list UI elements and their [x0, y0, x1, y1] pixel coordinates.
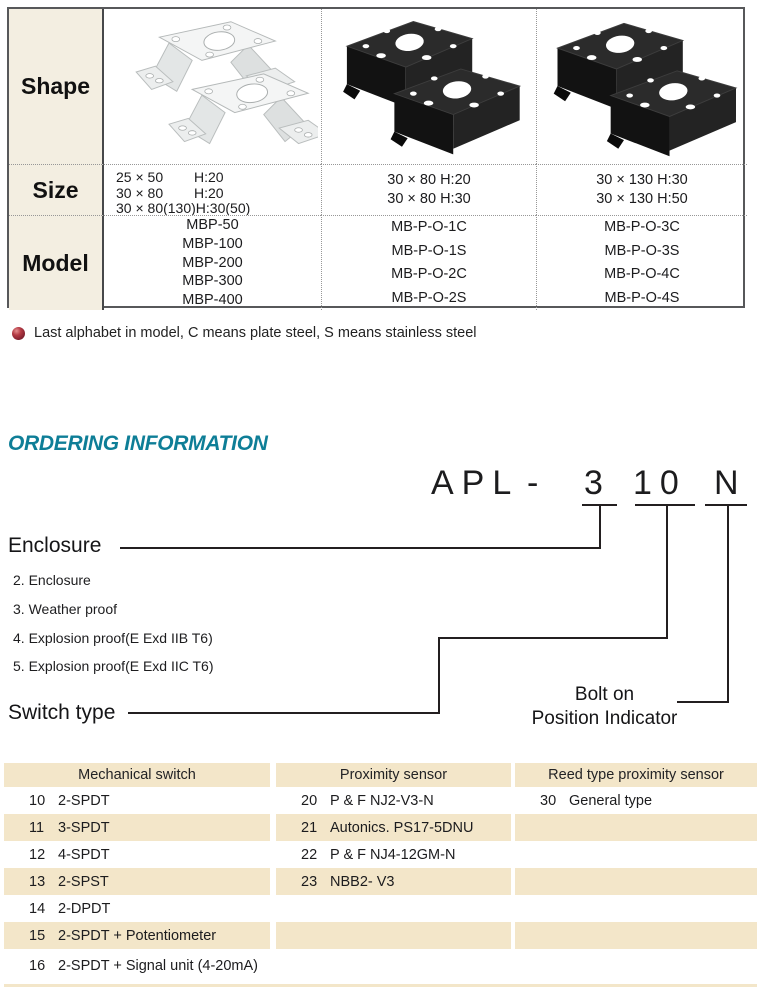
enclosure-label: Enclosure — [8, 534, 102, 557]
size-line: 30 × 130 H:30 — [596, 172, 688, 188]
column-header: Mechanical switch — [4, 763, 270, 787]
option-code: 10 — [29, 792, 46, 809]
bracket-photo-black-wide — [536, 9, 747, 164]
enclosure-option: 2. Enclosure — [13, 572, 91, 588]
model-name: MB-P-O-1C — [391, 219, 467, 235]
bolt-on-line2: Position Indicator — [531, 707, 678, 729]
table-row-empty — [515, 895, 757, 922]
size-line — [116, 201, 321, 215]
model-name: MBP-100 — [182, 235, 243, 252]
option-label: 2-SPST — [58, 873, 109, 890]
reed-sensor-column — [515, 763, 757, 982]
option-label: 4-SPDT — [58, 846, 110, 863]
enclosure-option: 5. Explosion proof(E Exd IIC T6) — [13, 658, 214, 674]
mechanical-switch-column — [4, 763, 270, 982]
enclosure-option: 4. Explosion proof(E Exd IIB T6) — [13, 630, 213, 646]
model-cell-2 — [321, 215, 536, 310]
row-label-shape: Shape — [9, 9, 104, 164]
note-text: Last alphabet in model, C means plate steel, S means stainless steel — [34, 325, 477, 341]
table-row-empty — [276, 922, 511, 949]
bracket-photo-white — [104, 9, 321, 164]
table-row — [4, 895, 270, 922]
table-row — [4, 868, 270, 895]
option-label: 3-SPDT — [58, 819, 110, 836]
table-row — [4, 787, 270, 814]
option-label: 2-SPDT + Potentiometer — [58, 927, 217, 944]
black-bracket-pair-image — [327, 12, 532, 162]
size-height: H:20 — [194, 184, 224, 201]
bolt-on-line1: Bolt on — [574, 684, 635, 705]
table-row — [276, 868, 511, 895]
size-dim: 25 × 50 — [116, 169, 164, 185]
bolt-on-label — [502, 683, 707, 730]
model-name: MB-P-O-3S — [604, 242, 680, 259]
option-code: 20 — [301, 792, 318, 809]
code-switch-digits: 10 — [633, 464, 687, 502]
option-label: General type — [569, 792, 653, 809]
model-name: MB-P-O-3C — [604, 219, 680, 235]
code-dash: - — [527, 464, 539, 502]
code-enclosure-digit: 3 — [584, 464, 603, 502]
option-label: P & F NJ2-V3-N — [330, 792, 434, 809]
option-label: Autonics. PS17-5DNU — [330, 819, 474, 836]
option-label: NBB2- V3 — [330, 873, 395, 890]
table-row-empty — [276, 949, 511, 982]
model-name: MB-P-O-4C — [604, 266, 680, 282]
option-code: 14 — [29, 900, 46, 917]
switch-selection-table — [0, 763, 757, 987]
connector-enclosure-horizontal — [120, 547, 601, 549]
row-label-size: Size — [9, 164, 104, 215]
option-code: 16 — [29, 957, 46, 974]
size-height: H:30(50) — [195, 200, 251, 215]
material-note — [12, 325, 477, 341]
table-row-empty — [515, 841, 757, 868]
size-cell-1 — [104, 164, 321, 215]
table-row — [515, 787, 757, 814]
size-cell-3 — [536, 164, 747, 215]
section-title: ORDERING INFORMATION — [8, 432, 268, 455]
white-bracket-pair-image — [108, 14, 318, 159]
ordering-information-section — [0, 425, 757, 765]
model-name: MBP-200 — [182, 254, 243, 271]
option-label: 2-DPDT — [58, 900, 111, 917]
model-name: MBP-300 — [182, 273, 243, 290]
size-line: 30 × 80 H:30 — [387, 191, 471, 207]
table-row — [4, 922, 270, 949]
model-name: MB-P-O-2C — [391, 266, 467, 282]
size-line: 30 × 130 H:50 — [596, 191, 688, 207]
connector-enclosure-vertical — [599, 504, 601, 549]
size-height: H:20 — [194, 169, 224, 185]
option-code: 15 — [29, 927, 46, 944]
black-bracket-wide-pair-image — [542, 12, 742, 162]
column-header: Proximity sensor — [276, 763, 511, 787]
enclosure-option: 3. Weather proof — [13, 601, 118, 617]
model-cell-1 — [104, 215, 321, 310]
table-row-empty — [515, 868, 757, 895]
connector-switch-vertical-upper — [666, 504, 668, 639]
model-cell-3 — [536, 215, 747, 310]
size-line — [116, 186, 321, 202]
size-line: 30 × 80 H:20 — [387, 172, 471, 188]
model-name: MBP-400 — [182, 292, 243, 309]
connector-bolt-tick — [705, 504, 747, 506]
table-row — [4, 841, 270, 868]
option-code: 23 — [301, 873, 318, 890]
product-table — [7, 7, 745, 308]
option-code: 30 — [540, 792, 557, 809]
table-row — [276, 787, 511, 814]
option-code: 22 — [301, 846, 318, 863]
table-row-empty — [515, 922, 757, 949]
code-bolt-letter: N — [714, 464, 739, 502]
connector-switch-horizontal-mid — [438, 637, 668, 639]
table-row — [4, 814, 270, 841]
model-name: MB-P-O-4S — [604, 289, 680, 306]
table-row-empty — [515, 814, 757, 841]
table-row-empty — [276, 895, 511, 922]
option-label: P & F NJ4-12GM-N — [330, 846, 456, 863]
table-row — [276, 814, 511, 841]
proximity-sensor-column — [276, 763, 511, 982]
size-line — [116, 170, 321, 186]
connector-switch-tick — [635, 504, 695, 506]
connector-switch-horizontal — [128, 712, 440, 714]
model-name: MBP-50 — [186, 217, 239, 233]
model-name: MB-P-O-2S — [391, 289, 467, 306]
connector-switch-vertical-lower — [438, 637, 440, 714]
option-code: 11 — [29, 819, 45, 836]
row-label-model: Model — [9, 215, 104, 310]
table-row — [276, 841, 511, 868]
option-code: 12 — [29, 846, 46, 863]
code-prefix: APL — [431, 464, 520, 502]
option-label: 2-SPDT + Signal unit (4-20mA) — [58, 957, 258, 974]
bracket-photo-black-small — [321, 9, 536, 164]
option-label: 2-SPDT — [58, 792, 110, 809]
column-header: Reed type proximity sensor — [515, 763, 757, 787]
option-code: 13 — [29, 873, 46, 890]
model-name: MB-P-O-1S — [391, 242, 467, 259]
size-cell-2 — [321, 164, 536, 215]
red-sphere-bullet-icon — [12, 327, 25, 340]
table-row-empty — [515, 949, 757, 982]
option-code: 21 — [301, 819, 318, 836]
size-dim: 30 × 80 — [116, 184, 164, 201]
table-row — [4, 949, 270, 982]
switch-type-label: Switch type — [8, 701, 116, 724]
connector-bolt-vertical — [727, 504, 729, 703]
size-dim: 30 × 80(130) — [116, 200, 196, 215]
